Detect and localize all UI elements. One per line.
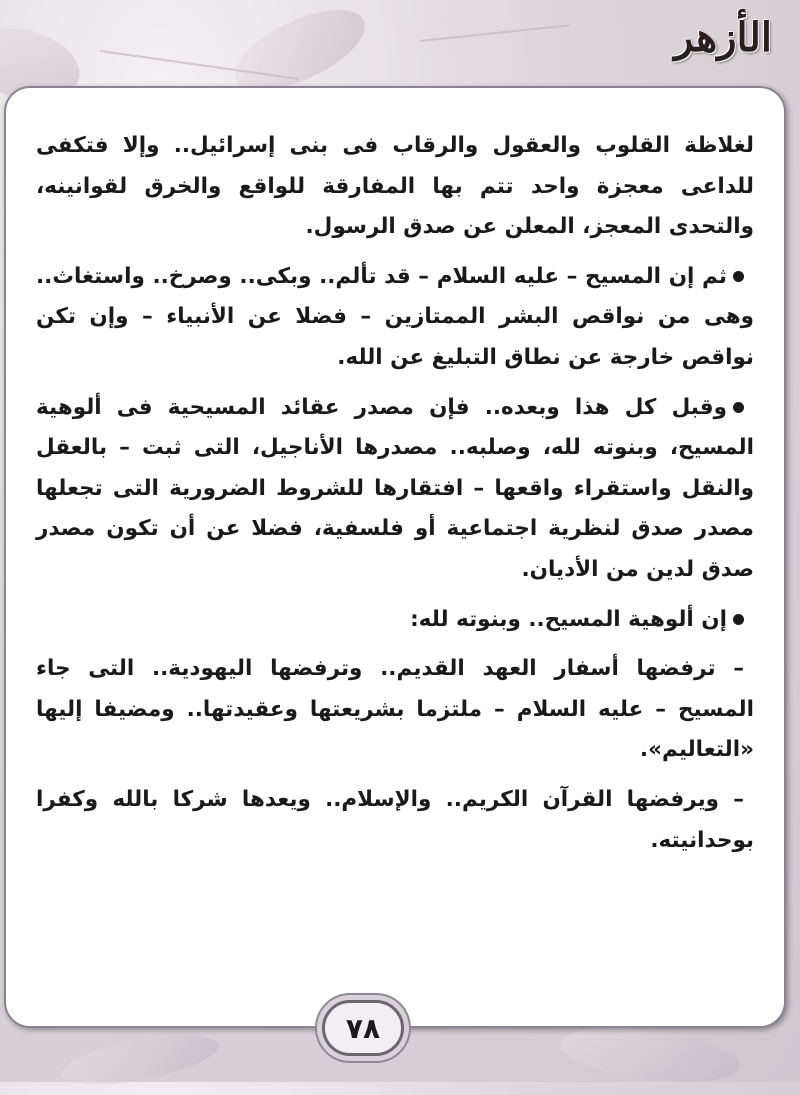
paragraph-text: – ترفضها أسفار العهد القديم.. وترفضها اليهودية.. التى جاء المسيح – عليه السلام – ملتزما بشريعتها وعقيدتها.. ومضيفا إليها «التعاليم».	[36, 656, 754, 763]
paragraph	[36, 257, 754, 379]
page-number: ٧٨	[322, 1000, 404, 1056]
bullet-icon	[733, 402, 744, 413]
paragraph	[36, 388, 754, 591]
article-text	[36, 126, 754, 870]
paragraph-text: – ويرفضها القرآن الكريم.. والإسلام.. ويعدها شركا بالله وكفرا بوحدانيته.	[36, 786, 754, 853]
paragraph	[36, 600, 754, 641]
content-card	[4, 86, 786, 1028]
magazine-logo: الأزهر	[674, 14, 772, 61]
paragraph-text: ثم إن المسيح – عليه السلام – قد تألم.. وبكى.. وصرخ.. واستغاث.. وهى من نواقص البشر الممتازين – فضلا عن الأنبياء – وإن تكن نواقص خارجة عن نطاق التبليغ عن الله.	[36, 263, 754, 370]
bullet-icon	[733, 614, 744, 625]
bullet-icon	[733, 271, 744, 282]
paragraph-text: إن ألوهية المسيح.. وبنوته لله:	[410, 606, 727, 632]
paragraph	[36, 126, 754, 248]
paragraph-text: لغلاظة القلوب والعقول والرقاب فى بنى إسرائيل.. وإلا فتكفى للداعى معجزة واحد تتم بها المفارقة للواقع والخرق لقوانينه، والتحدى المعجز، المعلن عن صدق الرسول.	[36, 133, 754, 240]
background-stem	[420, 24, 569, 42]
paragraph-text: وقبل كل هذا وبعده.. فإن مصدر عقائد المسيحية فى ألوهية المسيح، وبنوته لله، وصلبه.. مصدرها الأناجيل، التى ثبت – بالعقل والنقل واستقراء واقعها – افتقارها للشروط الضرورية التى تجعلها مصدر صدق لنظرية اجتماعية أو فلسفية، فضلا عن أن تكون مصدر صدق لدين من الأديان.	[36, 394, 754, 582]
paragraph	[36, 780, 754, 861]
paragraph	[36, 649, 754, 771]
